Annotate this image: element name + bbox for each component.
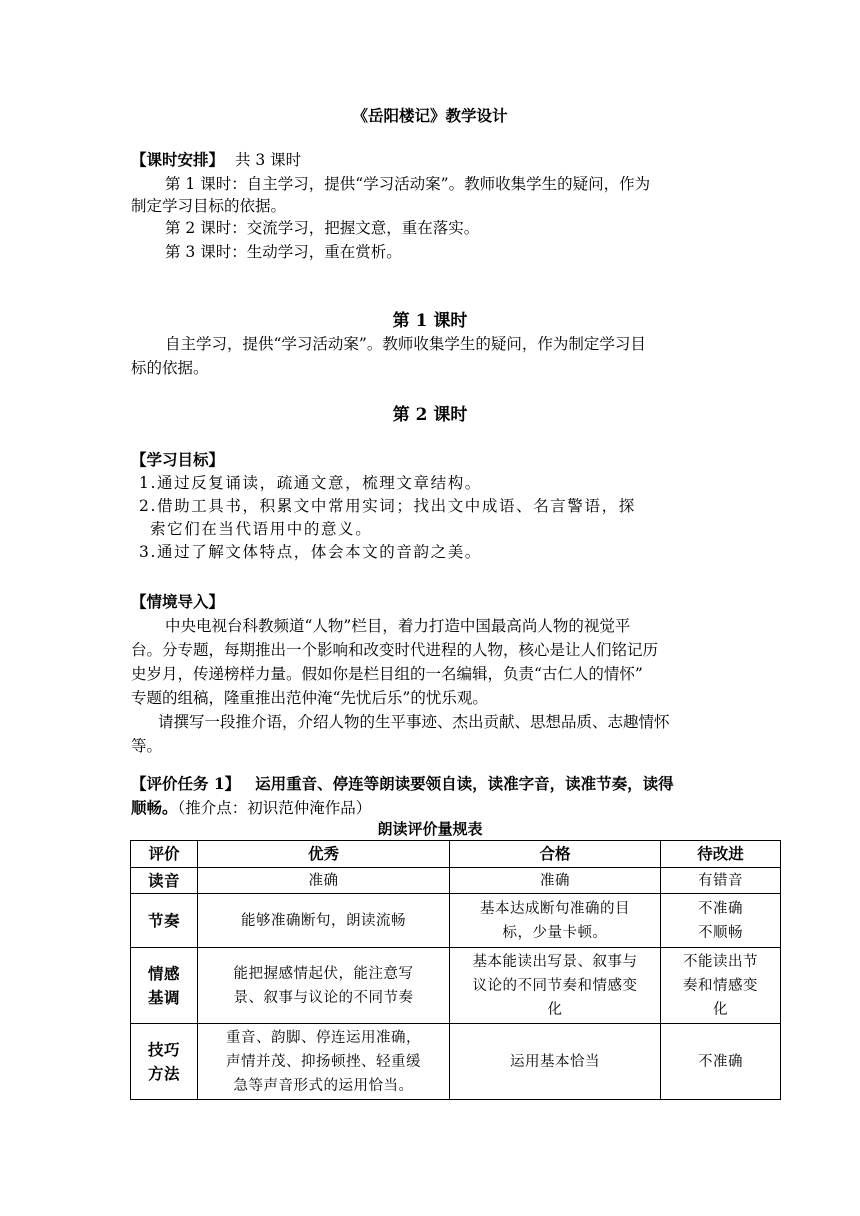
cell-line: 重音、韵脚、停连运用准确， <box>226 1029 421 1046</box>
row-pass: 准确 <box>450 868 661 894</box>
table-row <box>131 1024 781 1100</box>
row-pass: 运用基本恰当 <box>450 1024 661 1100</box>
intro-line-1: 中央电视台科教频道“人物”栏目，着力打造中国最高尚人物的视觉平 <box>165 617 631 635</box>
document-title: 《岳阳楼记》教学设计 <box>352 106 508 125</box>
schedule-heading: 【课时安排】 <box>131 150 225 169</box>
cell-line: 基调 <box>147 987 180 1007</box>
goal-2-line1: 2.借助工具书，积累文中常用实词；找出文中成语、名言警语，探 <box>139 497 636 515</box>
task-text-line2: 顺畅。 <box>131 798 178 817</box>
cell-line: 景、叙事与议论的不同节奏 <box>233 989 414 1006</box>
cell-line: 基本达成断句准确的目 <box>480 900 630 917</box>
table-row <box>131 868 781 894</box>
header-criterion: 评价 <box>131 841 198 868</box>
cell-line: 情感 <box>147 963 180 983</box>
intro-heading: 【情境导入】 <box>131 592 225 611</box>
cell-line: 化 <box>547 1001 563 1018</box>
table-row <box>131 948 781 1024</box>
header-excellent: 优秀 <box>198 841 450 868</box>
schedule-lesson3: 第 3 课时：生动学习，重在赏析。 <box>165 243 402 261</box>
schedule-line <box>131 148 301 172</box>
rubric-table <box>130 840 781 1100</box>
row-improve: 不准确 <box>661 1024 781 1100</box>
intro-line-5: 请撰写一段推介语，介绍人物的生平事迹、杰出贡献、思想品质、志趣情怀 <box>158 713 670 731</box>
section1-para-line1: 自主学习，提供“学习活动案”。教师收集学生的疑问，作为制定学习目 <box>165 335 646 353</box>
goal-3: 3.通过了解文体特点，体会本文的音韵之美。 <box>139 543 482 561</box>
task-note: （推介点：初识范仲淹作品） <box>177 799 372 817</box>
cell-line: 化 <box>713 1001 728 1018</box>
goals-heading: 【学习目标】 <box>131 450 225 469</box>
row-pass <box>450 948 661 1024</box>
rubric-caption: 朗读评价量规表 <box>377 820 483 838</box>
cell-line: 技巧 <box>147 1039 180 1059</box>
task-heading: 【评价任务 1】 <box>131 774 241 793</box>
task-line-1 <box>131 772 674 796</box>
row-improve: 有错音 <box>661 868 781 894</box>
table-row <box>131 894 781 948</box>
row-pass <box>450 894 661 948</box>
cell-line: 奏和情感变 <box>683 977 758 994</box>
goal-1: 1.通过反复诵读，疏通文意，梳理文章结构。 <box>139 474 482 492</box>
table-header-row <box>131 841 781 868</box>
section2-heading: 第 2 课时 <box>392 405 468 425</box>
goal-2-line2: 索它们在当代语用中的意义。 <box>150 520 373 538</box>
schedule-lesson1-line2: 制定学习目标的依据。 <box>131 197 287 215</box>
row-excellent: 准确 <box>198 868 450 894</box>
row-criterion <box>131 948 198 1024</box>
cell-line: 标，少量卡顿。 <box>502 924 608 941</box>
intro-line-3: 史岁月，传递榜样力量。假如你是栏目组的一名编辑，负责“古仁人的情怀” <box>131 665 643 683</box>
intro-line-2: 台。分专题，每期推出一个影响和改变时代进程的人物，核心是让人们铭记历 <box>131 641 659 659</box>
row-improve <box>661 894 781 948</box>
intro-line-6: 等。 <box>131 737 163 755</box>
cell-line: 议论的不同节奏和情感变 <box>472 977 638 994</box>
cell-line: 声情并茂、抑扬顿挫、轻重缓 <box>226 1053 421 1070</box>
cell-line: 方法 <box>147 1063 180 1083</box>
row-criterion: 读音 <box>131 868 198 894</box>
cell-line: 不能读出节 <box>683 953 758 970</box>
row-excellent <box>198 948 450 1024</box>
task-line-2 <box>131 796 371 820</box>
task-text-line1: 运用重音、停连等朗读要领自读，读准字音，读准节奏，读得 <box>255 774 674 793</box>
intro-line-4: 专题的组稿，隆重推出范仲淹“先忧后乐”的忧乐观。 <box>131 689 488 707</box>
schedule-total: 共 3 课时 <box>234 151 302 169</box>
row-excellent <box>198 1024 450 1100</box>
section1-para-line2: 标的依据。 <box>131 359 209 377</box>
row-criterion <box>131 1024 198 1100</box>
row-criterion: 节奏 <box>131 894 198 948</box>
header-pass: 合格 <box>450 841 661 868</box>
schedule-lesson1-line1: 第 1 课时：自主学习，提供“学习活动案”。教师收集学生的疑问，作为 <box>165 175 651 193</box>
row-excellent: 能够准确断句，朗读流畅 <box>198 894 450 948</box>
cell-line: 基本能读出写景、叙事与 <box>472 953 638 970</box>
cell-line: 急等声音形式的运用恰当。 <box>233 1077 414 1094</box>
cell-line: 能把握感情起伏，能注意写 <box>233 965 414 982</box>
cell-line: 不准确 <box>698 900 743 917</box>
section1-heading: 第 1 课时 <box>392 311 468 331</box>
header-improve: 待改进 <box>661 841 781 868</box>
cell-line: 不顺畅 <box>698 924 743 941</box>
schedule-lesson2: 第 2 课时：交流学习，把握文意，重在落实。 <box>165 219 480 237</box>
row-improve <box>661 948 781 1024</box>
